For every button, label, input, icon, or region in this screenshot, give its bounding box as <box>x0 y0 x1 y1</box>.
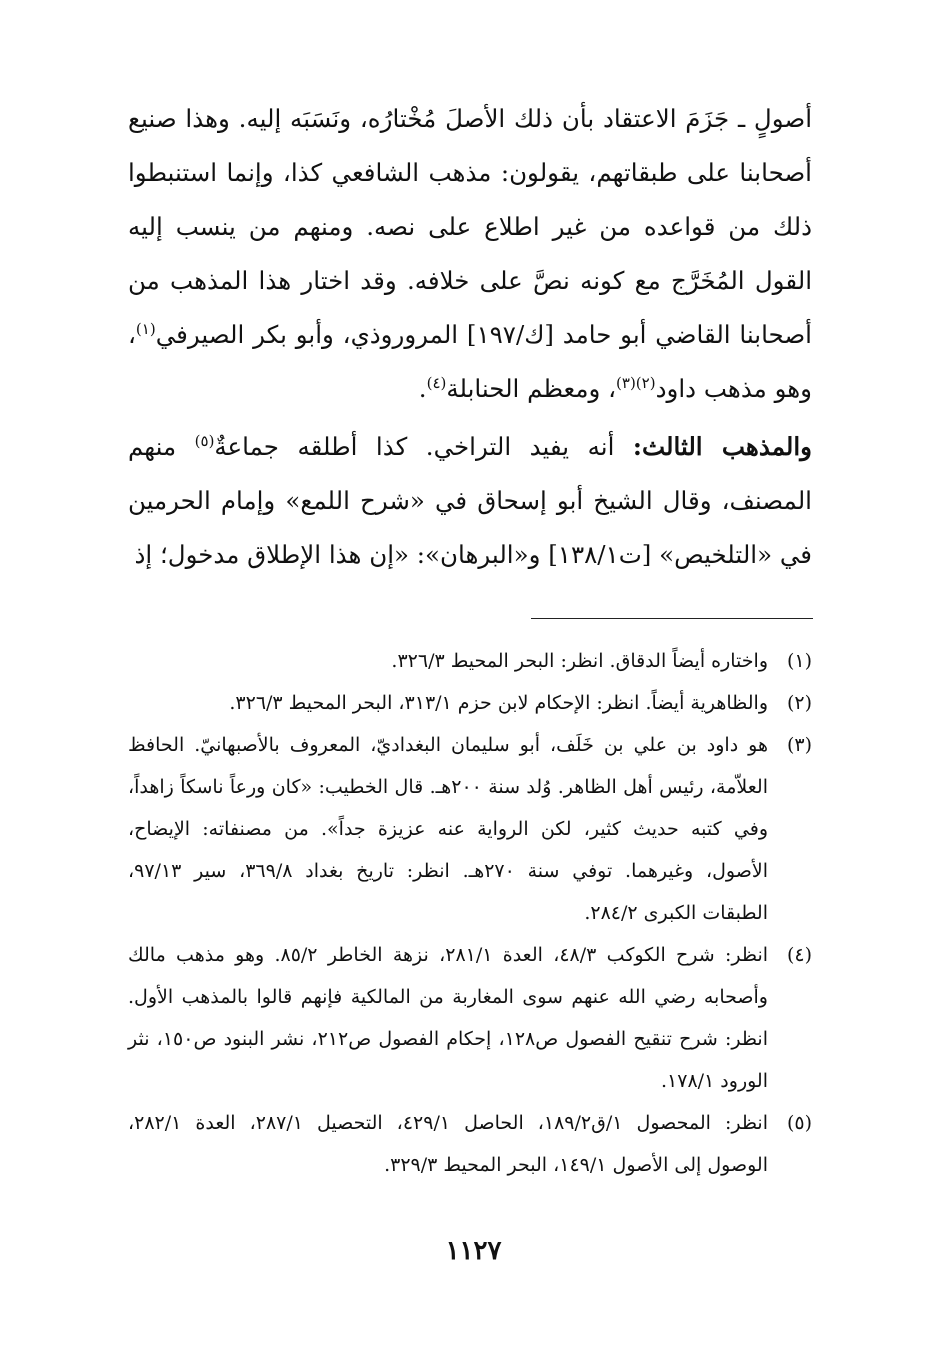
paragraph-2 <box>128 420 812 582</box>
main-text <box>128 92 812 582</box>
footnote-text: واختاره أيضاً الدقاق. انظر: البحر المحيط ٣٢٦/٣. <box>391 650 768 672</box>
footnote-separator <box>531 618 813 619</box>
footnote-3 <box>128 724 812 934</box>
page-number: ١١٢٧ <box>445 1236 502 1266</box>
footnote-text: انظر: المحصول ١/ق١٨٩/٢، الحاصل ٤٢٩/١، التحصيل ٢٨٧/١، العدة ٢٨٢/١، الوصول إلى الأصول ١٤٩/١، البحر المحيط ٣٢٩/٣. <box>128 1112 769 1176</box>
footnote-text: هو داود بن علي بن خَلَف، أبو سليمان البغداديّ، المعروف بالأصبهانيّ. الحافظ العلاّمة، رئيس أهل الظاهر. وُلد سنة ٢٠٠هـ. قال الخطيب: «كان ورعاً ناسكاً زاهداً، وفي كتبه حديث كثير، لكن الرواية عنه عزيزة جداً». من مصنفاته: الإيضاح، الأصول، وغيرهما. توفي سنة ٢٧٠هـ. انظر: تاريخ بغداد ٣٦٩/٨، سير ٩٧/١٣، الطبقات الكبرى ٢٨٤/٢. <box>128 734 768 924</box>
footnote-2 <box>128 682 812 724</box>
footnote-number: (٣) <box>786 734 812 756</box>
paragraph-1-text-3: ، ومعظم الحنابلة <box>446 374 617 403</box>
footnote-number: (٤) <box>786 944 812 966</box>
section-heading-third-madhhab: والمذهب الثالث: <box>632 432 812 461</box>
paragraph-2-text-2: منهم المصنف، وقال الشيخ أبو إسحاق في «شرح اللمع» وإمام الحرمين في «التلخيص» [ت١٣٨/١] و«البرهان»: «إن هذا الإطلاق مدخول؛ إذ <box>128 432 812 569</box>
footnote-text: والظاهرية أيضاً. انظر: الإحكام لابن حزم ٣١٣/١، البحر المحيط ٣٢٦/٣. <box>229 692 768 714</box>
paragraph-2-text: أنه يفيد التراخي. كذا أطلقه جماعةٌ <box>214 432 633 461</box>
footnote-text: انظر: شرح الكوكب ٤٨/٣، العدة ٢٨١/١، نزهة الخاطر ٨٥/٢. وهو مذهب مالك وأصحابه رضي الله عنهم سوى المغاربة من المالكية فإنهم قالوا بالمذهب الأول. انظر: شرح تنقيح الفصول ص١٢٨، إحكام الفصول ص٢١٢، نشر البنود ص١٥٠، نثر الورود ١٧٨/١. <box>128 944 769 1092</box>
footnotes <box>128 640 812 1186</box>
footnote-marker-4[interactable]: (٤) <box>426 373 447 392</box>
footnote-number: (١) <box>786 650 812 672</box>
footnote-marker-2-3[interactable]: (٢)(٣) <box>616 373 656 392</box>
footnote-5 <box>128 1102 812 1186</box>
footnote-marker-1[interactable]: (١) <box>135 319 156 338</box>
footnote-number: (٢) <box>786 692 812 714</box>
footnote-1 <box>128 640 812 682</box>
paragraph-1-text-4: . <box>418 374 427 403</box>
paragraph-1-text: أصولٍ ـ جَزَمَ الاعتقاد بأن ذلك الأصلَ مُخْتارُه، ونَسَبَه إليه. وهذا صنيع أصحابنا على طبقاتهم، يقولون: مذهب الشافعي كذا، وإنما استنبطوا ذلك من قواعده من غير اطلاع على نصه. ومنهم من ينسب إليه القول المُخَرَّج مع كونه نصَّ على خلافه. وقد اختار هذا المذهب من أصحابنا القاضي أبو حامد [ك/١٩٧] المروروذي، وأبو بكر الصيرفي <box>128 104 812 349</box>
footnote-number: (٥) <box>786 1112 812 1134</box>
paragraph-1 <box>128 92 812 416</box>
footnote-marker-5[interactable]: (٥) <box>194 431 215 450</box>
footnote-4 <box>128 934 812 1102</box>
paragraph-1-text-2: ، وهو مذهب داود <box>128 320 812 403</box>
